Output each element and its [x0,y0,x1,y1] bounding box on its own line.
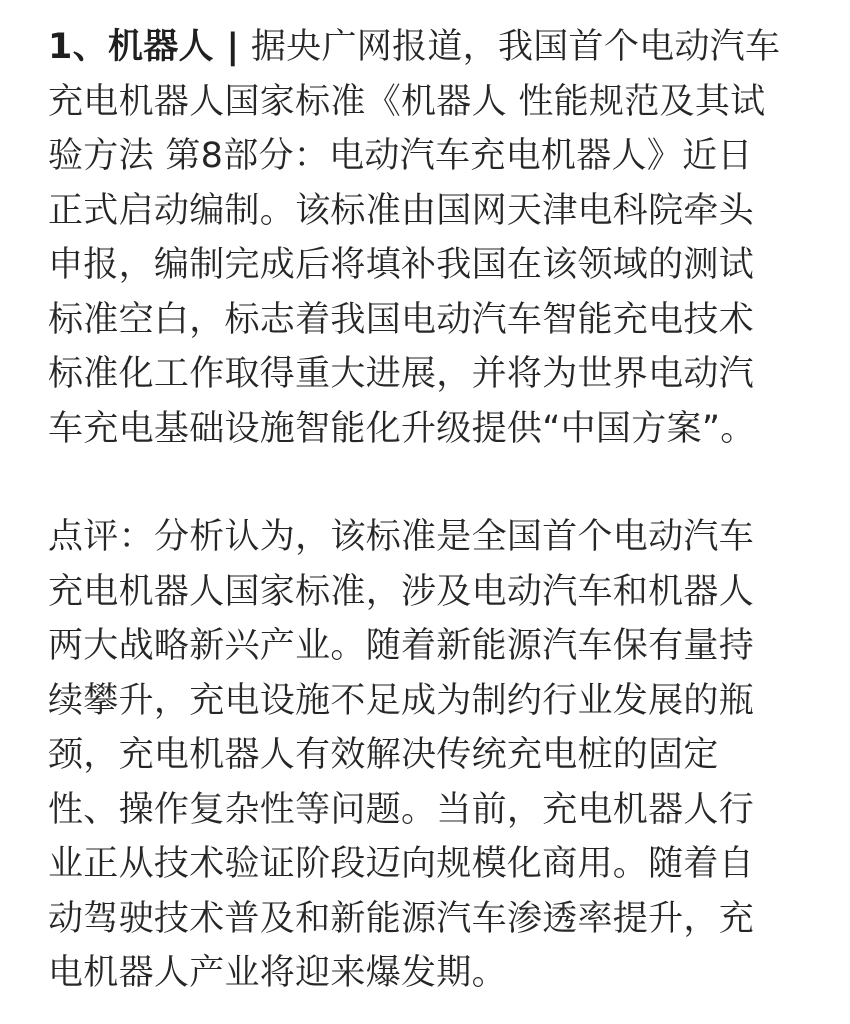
text-line-content: 据央广网报道，我国首个电动汽车 [239,27,781,67]
comment-paragraph [48,510,788,1001]
text-line: 性、操作复杂性等问题。当前，充电机器人行 [48,789,755,830]
text-line: 正式启动编制。该标准由国网天津电科院牵头 [48,190,755,231]
article-body [48,20,788,1001]
text-line: 验方法 第8部分：电动汽车充电机器人》近日 [48,136,753,176]
text-line: 续攀升，充电设施不足成为制约行业发展的瓶 [48,680,755,721]
text-line: 标准化工作取得重大进展，并将为世界电动汽 [48,354,755,394]
text-line: 充电机器人国家标准，涉及电动汽车和机器人 [48,571,755,612]
text-line [48,20,788,75]
text-line: 点评：分析认为，该标准是全国首个电动汽车 [48,517,755,557]
text-line: 标准空白，标志着我国电动汽车智能充电技术 [48,299,755,340]
text-line: 业正从技术验证阶段迈向规模化商用。随着自 [48,844,755,884]
text-line: 电机器人产业将迎来爆发期。 [48,953,507,993]
text-line: 申报，编制完成后将填补我国在该领域的测试 [48,245,755,285]
text-line: 两大战略新兴产业。随着新能源汽车保有量持 [48,626,755,666]
text-line: 颈，充电机器人有效解决传统充电桩的固定 [48,735,719,775]
news-paragraph [48,20,788,456]
text-line: 车充电基础设施智能化升级提供“中国方案”。 [48,408,756,449]
paragraph-gap [48,456,788,510]
text-line: 动驾驶技术普及和新能源汽车渗透率提升，充 [48,898,755,939]
text-line: 充电机器人国家标准《机器人 性能规范及其试 [48,81,766,122]
section-heading: 1、机器人 | [48,27,240,67]
